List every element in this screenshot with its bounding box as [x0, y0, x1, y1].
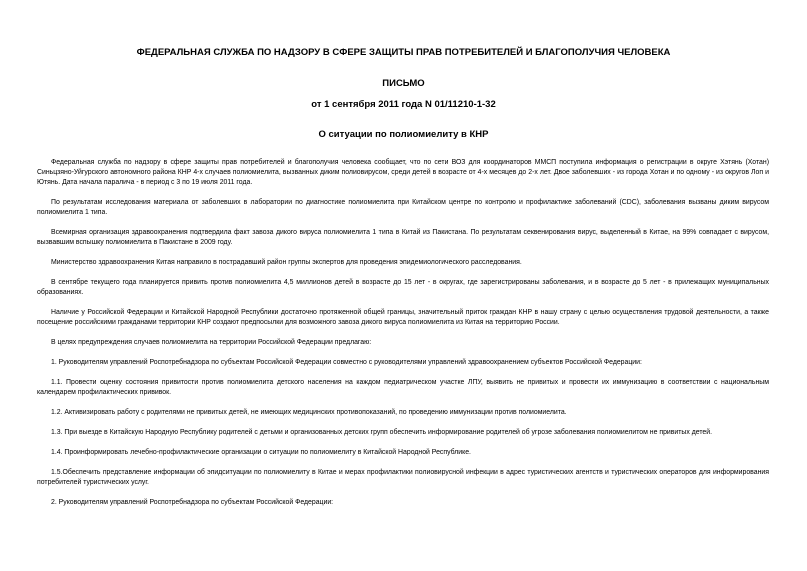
paragraph: 1.2. Активизировать работу с родителями не привитых детей, не имеющих медицинских противопоказаний, по проведению иммунизации против полиомиелита. [51, 409, 567, 416]
paragraph: Министерство здравоохранения Китая направило в пострадавший район группы экспертов для проведения эпидемиологического расследования. [51, 259, 522, 266]
paragraph: 1. Руководителям управлений Роспотребнадзора по субъектам Российской Федерации совместно с руководителями управлений здравоохранением субъектов Российской Федерации: [51, 359, 642, 366]
document-type: ПИСЬМО [382, 78, 425, 89]
document-date-number: от 1 сентября 2011 года N 01/11210-1-32 [311, 99, 496, 110]
paragraph: 1.1. Провести оценку состояния привитости против полиомиелита детского населения на каждом педиатрическом участке ЛПУ, выявить не привитых и провести их иммунизацию в соответствии с национальным календарем профилактических прививок. [37, 379, 769, 396]
paragraph: Наличие у Российской Федерации и Китайской Народной Республики достаточно протяженной общей границы, значительный приток граждан КНР в нашу страну с целью осуществления трудовой деятельности, а также посещение российскими гражданами территории КНР создают предпосылки для возможного завоза дикого вируса полиомиелита из Китая на территорию России. [37, 309, 769, 326]
paragraph: Федеральная служба по надзору в сфере защиты прав потребителей и благополучия человека сообщает, что по сети ВОЗ для координаторов ММСП поступила информация о регистрации в округе Хэтянь (Хотан) Синьцзяно-Уйгурского автономного района КНР 4-х случаев полиомиелита, вызванных диким полиовирусом, среди детей в возрасте от 4-х месяцев до 2-х лет. Двое заболевших - из города Хотан и по одному - из округов Лоп и Ютянь. Дата начала паралича - в период с 3 по 19 июля 2011 года. [37, 159, 769, 186]
paragraph: 2. Руководителям управлений Роспотребнадзора по субъектам Российской Федерации: [51, 499, 334, 506]
agency-name: ФЕДЕРАЛЬНАЯ СЛУЖБА ПО НАДЗОРУ В СФЕРЕ ЗАЩИТЫ ПРАВ ПОТРЕБИТЕЛЕЙ И БЛАГОПОЛУЧИЯ ЧЕЛОВЕКА [136, 47, 671, 58]
paragraph: Всемирная организация здравоохранения подтвердила факт завоза дикого вируса полиомиелита 1 типа в Китай из Пакистана. По результатам секвенирования вирус, выделенный в Китае, на 99% совпадает с вирусом, вызвавшим вспышку полиомиелита в Пакистане в 2009 году. [37, 229, 769, 246]
document-subject: О ситуации по полиомиелиту в КНР [318, 129, 489, 140]
document-body [37, 158, 769, 518]
paragraph: 1.3. При выезде в Китайскую Народную Республику родителей с детьми и организованных детских групп обеспечить информирование родителей об угрозе заболевания полиомиелитом не привитых детей. [51, 429, 713, 436]
paragraph: По результатам исследования материала от заболевших в лаборатории по диагностике полиомиелита при Китайском центре по контролю и профилактике заболеваний (CDC), заболевания вызваны диким вирусом полиомиелита 1 типа. [37, 199, 769, 216]
paragraph: 1.4. Проинформировать лечебно-профилактические организации о ситуации по полиомиелиту в Китайской Народной Республике. [51, 449, 471, 456]
paragraph: 1.5.Обеспечить представление информации об эпидситуации по полиомиелиту в Китае и мерах профилактики полиовирусной инфекции в адрес туристических агентств и туристических операторов для информирования потребителей туристических услуг. [37, 469, 769, 486]
paragraph: В сентябре текущего года планируется привить против полиомиелита 4,5 миллионов детей в возрасте до 15 лет - в округах, где зарегистрированы заболевания, и в возрасте до 5 лет - в прилежащих муниципальных образованиях. [37, 279, 769, 296]
paragraph: В целях предупреждения случаев полиомиелита на территории Российской Федерации предлагаю: [51, 339, 372, 346]
